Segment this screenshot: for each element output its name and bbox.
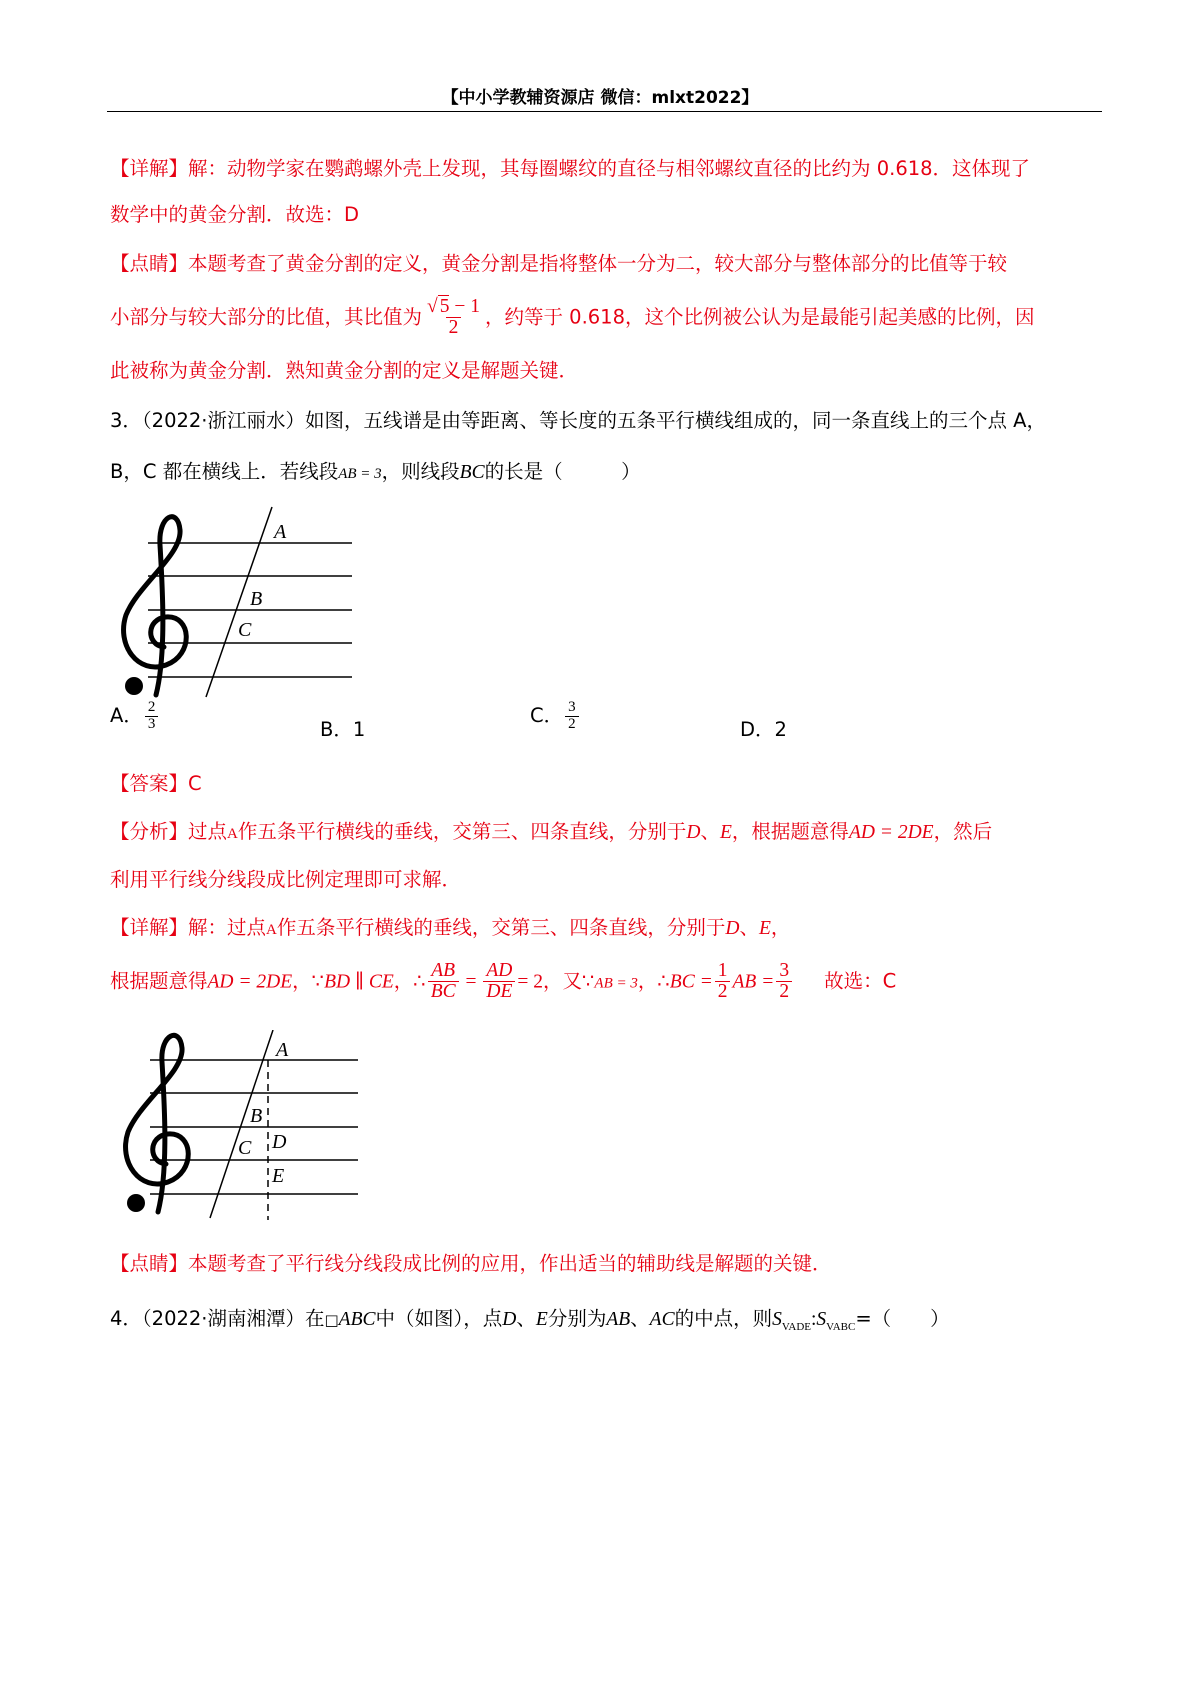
q2-comment-line2: [110, 297, 1035, 339]
page-header: 【中小学教辅资源店 微信：mlxt2022】: [441, 88, 759, 108]
f4-den: 2: [776, 981, 792, 1002]
fraction-three-halves: [776, 961, 792, 1003]
q4-e: E: [535, 1309, 548, 1330]
fig2-label-a: A: [276, 1039, 289, 1061]
option-a-den: 3: [145, 716, 159, 733]
q4-text-b: 中（如图），点: [375, 1307, 503, 1330]
detail2-eq2: BD ∥ CE: [324, 971, 394, 993]
q3-detail-sep: 、: [739, 916, 759, 939]
q3-detail-text-b: 作五条平行横线的垂线，交第三、四条直线，分别于: [276, 916, 726, 939]
q4-s1: S: [772, 1309, 782, 1330]
golden-root: 5: [439, 296, 450, 317]
detail2-text-a: 根据题意得: [110, 969, 208, 993]
q3-text2b: ，则线段: [381, 460, 460, 483]
fig1-label-c: C: [238, 619, 252, 641]
analysis-sep: 、: [700, 820, 720, 843]
golden-ratio-fraction: $\frac{√ 5 - 1}{2}$: [427, 296, 480, 339]
fig1-label-a: A: [274, 521, 287, 543]
q2-detail-text1: 解：动物学家在鹦鹉螺外壳上发现，其每圈螺纹的直径与相邻螺纹直径的比约为 0.618．这体现了: [188, 157, 1031, 180]
detail2-eq5: BC =: [669, 971, 713, 993]
q2-comment-line3: 此被称为黄金分割．熟知黄金分割的定义是解题关键．: [110, 359, 579, 382]
triangle-symbol-icon: □: [324, 1311, 339, 1329]
q3-answer: [110, 770, 202, 798]
analysis-label: 【分析】: [110, 820, 189, 843]
analysis-text-a: 过点: [188, 820, 228, 843]
q3-comment: [110, 1250, 832, 1278]
q2-comment-text2b: ，约等于 0.618，这个比例被公认为是最能引起美感的比例，因: [484, 305, 1035, 329]
option-a-num: 2: [147, 699, 156, 716]
q2-comment-label: 【点睛】: [110, 252, 189, 275]
q3-math-ab: AB = 3: [338, 466, 382, 482]
fraction-ab-bc: [428, 961, 459, 1003]
q3-text2c: 的长是（ ）: [484, 460, 641, 483]
golden-den: 2: [446, 317, 462, 338]
analysis-e: E: [720, 822, 732, 843]
q4-sep2: 、: [630, 1307, 650, 1330]
q4-ab: AB: [606, 1309, 631, 1330]
q4-s1-sub: VADE: [781, 1320, 811, 1333]
q3-analysis-line2: 利用平行线分线段成比例定理即可求解．: [110, 868, 462, 891]
option-a-letter: A．: [110, 704, 143, 727]
fraction-ad-de: [483, 961, 515, 1003]
detail2-eq3: = 2: [517, 971, 543, 993]
q3-analysis-line1: [110, 818, 992, 848]
f2-den: DE: [483, 981, 515, 1002]
q2-comment-text1: 本题考查了黄金分割的定义，黄金分割是指将整体一分为二，较大部分与整体部分的比值等于较: [188, 252, 1008, 275]
staff-figure-1: [108, 505, 363, 700]
q3-detail-point-a: A: [266, 922, 277, 938]
option-c[interactable]: [530, 700, 581, 733]
f2-num: AD: [486, 960, 513, 981]
q3-comment-text: 本题考查了平行线分线段成比例的应用，作出适当的辅助线是解题的关键．: [188, 1252, 832, 1275]
q3-line1: 3．（2022·浙江丽水）如图，五线谱是由等距离、等长度的五条平行横线组成的，同一条直线上的三个点 A，: [110, 409, 1047, 432]
q3-detail-text-c: ，: [770, 916, 791, 939]
q4-s2-sub: VABC: [826, 1320, 856, 1333]
golden-rest: − 1: [449, 296, 480, 317]
fig2-label-c: C: [238, 1137, 252, 1159]
detail2-text-b: ，∵: [292, 969, 325, 993]
detail2-text-e: ，∴: [637, 969, 670, 993]
q3-detail-d: D: [725, 918, 740, 939]
q2-detail-line2: 数学中的黄金分割．故选：D: [110, 203, 360, 226]
q3-math-bc: BC: [459, 462, 485, 483]
q3-detail-text-a: 解：过点: [188, 916, 267, 939]
q3-line2: [110, 458, 641, 488]
q3-comment-label: 【点睛】: [110, 1252, 189, 1275]
option-b-value: 1: [352, 718, 366, 741]
option-b[interactable]: [320, 714, 365, 742]
option-c-den: 2: [565, 716, 579, 733]
option-d-value: 2: [774, 718, 787, 741]
q4-text-e: =（ ）: [855, 1307, 950, 1330]
q3-detail-line1: [110, 914, 790, 944]
q2-detail-label: 【详解】: [110, 157, 189, 180]
option-a-fraction: [145, 700, 159, 733]
q3-detail-label: 【详解】: [110, 916, 189, 939]
option-c-letter: C．: [530, 704, 564, 727]
analysis-text-d: ，然后: [933, 820, 993, 843]
option-b-letter: B．: [320, 718, 353, 741]
header-rule: [107, 111, 1102, 112]
detail2-text-f: 故选：C: [824, 969, 897, 993]
fig2-label-e: E: [272, 1165, 285, 1187]
q4-ac: AC: [649, 1309, 675, 1330]
f3-den: 2: [715, 981, 731, 1002]
detail2-eq1: AD = 2DE: [207, 971, 293, 993]
fig2-label-d: D: [272, 1131, 287, 1153]
q3-text2a: B，C 都在横线上．若线段: [110, 460, 339, 483]
q4-text-d: 的中点，则: [674, 1307, 773, 1330]
analysis-text-c: ，根据题意得: [731, 820, 849, 843]
q4-d: D: [502, 1309, 517, 1330]
fraction-half: [715, 961, 731, 1003]
detail2-text-d: ，又∵: [542, 969, 595, 993]
q3-detail-line2: 根据题意得AD = 2DE，∵BD ∥ CE，∴ $\frac{AB}{BC}$ = $\frac{AD}{DE}$ = 2，又∵AB = 3，∴BC = $\frac{1}{2}$ AB = $\frac{3}{2}$ 故选：C: [110, 960, 897, 1003]
analysis-point-a: A: [227, 826, 238, 842]
fig2-label-b: B: [250, 1105, 263, 1127]
q4-colon: :: [811, 1309, 817, 1330]
option-d[interactable]: [740, 714, 787, 742]
option-c-fraction: [565, 700, 579, 733]
q4-abc: ABC: [338, 1309, 376, 1330]
q4-s2: S: [816, 1309, 827, 1330]
q2-detail-line1: [110, 155, 1030, 183]
option-d-letter: D．: [740, 718, 775, 741]
f3-num: 1: [717, 960, 728, 981]
analysis-text-b: 作五条平行横线的垂线，交第三、四条直线，分别于: [237, 820, 687, 843]
answer-value: C: [188, 772, 202, 795]
option-c-num: 3: [568, 699, 576, 716]
fig1-label-b: B: [250, 588, 263, 610]
detail2-eq6: AB =: [732, 971, 775, 993]
detail2-text-c: ，∴: [393, 969, 426, 993]
q4-text-a: 4．（2022·湖南湘潭）在: [110, 1307, 325, 1330]
staff-figure-2: [110, 1030, 370, 1220]
f1-den: BC: [428, 981, 459, 1002]
f4-num: 3: [779, 960, 790, 981]
q3-detail-e: E: [759, 918, 771, 939]
analysis-d: D: [686, 822, 701, 843]
analysis-eq: AD = 2DE: [848, 822, 934, 843]
f1-num: AB: [431, 960, 456, 981]
detail2-eq4: AB = 3: [594, 975, 638, 992]
q2-comment-line1: [110, 250, 1007, 278]
q4-sep1: 、: [516, 1307, 536, 1330]
q4-line: [110, 1305, 950, 1341]
q4-text-c: 分别为: [547, 1307, 607, 1330]
q2-comment-text2a: 小部分与较大部分的比值，其比值为: [110, 305, 423, 329]
option-a[interactable]: [110, 700, 160, 733]
answer-label: 【答案】: [110, 772, 189, 795]
